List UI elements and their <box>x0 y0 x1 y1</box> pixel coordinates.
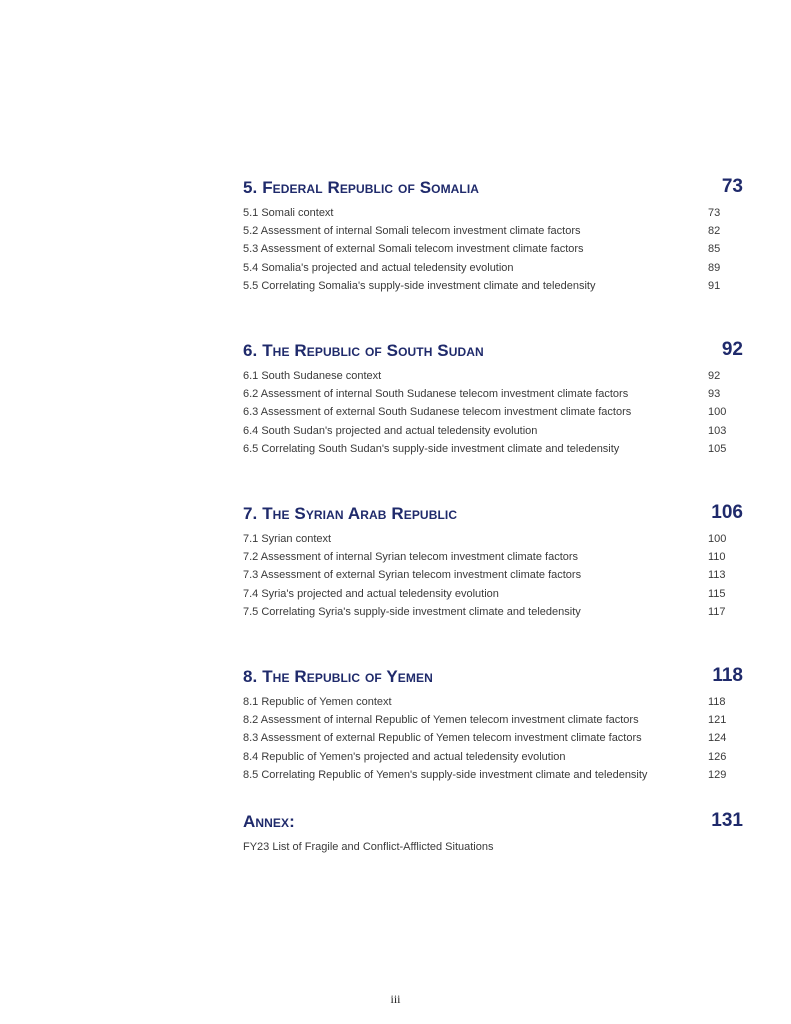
toc-entry-label: 6.2 Assessment of internal South Sudanese telecom investment climate factors <box>243 388 629 401</box>
toc-entry-label: 7.5 Correlating Syria's supply-side investment climate and teledensity <box>243 605 581 618</box>
section-title[interactable]: 8. The Republic of Yemen <box>243 667 433 686</box>
section-page-number: 92 <box>721 339 743 360</box>
section-title[interactable]: 7. The Syrian Arab Republic <box>243 504 458 523</box>
section-page-number: 73 <box>721 176 743 197</box>
toc-entry-page: 110 <box>708 551 726 564</box>
toc-entry-page: 124 <box>708 732 727 745</box>
toc-entry-label: 7.3 Assessment of external Syrian telecom investment climate factors <box>243 569 582 582</box>
toc-entry[interactable] <box>243 403 743 421</box>
section-heading-row <box>243 504 743 530</box>
toc-entry[interactable] <box>243 240 743 258</box>
toc-entry-label: 8.1 Republic of Yemen context <box>243 696 392 708</box>
section-heading-row <box>243 667 743 693</box>
toc-entry[interactable] <box>243 748 743 766</box>
toc-entry-label: 7.1 Syrian context <box>243 533 332 545</box>
toc-entry-label: 5.4 Somalia's projected and actual teledensity evolution <box>243 261 514 274</box>
toc-entry[interactable] <box>243 603 743 621</box>
annex-description: FY23 List of Fragile and Conflict-Afflicted Situations <box>243 841 494 853</box>
toc-section-yemen <box>243 667 743 784</box>
toc-entry-page: 121 <box>708 714 727 727</box>
toc-entry-page: 115 <box>708 587 726 600</box>
toc-entry-label: 7.2 Assessment of internal Syrian telecom investment climate factors <box>243 551 579 564</box>
toc-entry-label: 8.3 Assessment of external Republic of Yemen telecom investment climate factors <box>243 732 642 745</box>
annex-title[interactable]: Annex: <box>243 812 295 831</box>
toc-entry-page: 91 <box>708 279 721 292</box>
toc-entry-page: 118 <box>708 696 726 708</box>
toc-entry[interactable] <box>243 204 743 222</box>
toc-entry-label: 7.4 Syria's projected and actual teledensity evolution <box>243 587 499 600</box>
toc-entry[interactable] <box>243 729 743 747</box>
toc-entry-page: 117 <box>708 605 726 618</box>
toc-entry[interactable] <box>243 259 743 277</box>
section-heading-row <box>243 812 743 838</box>
toc-section-annex <box>243 812 743 856</box>
toc-entry-page: 73 <box>708 207 721 219</box>
toc-section-syria <box>243 504 743 621</box>
page-number: iii <box>390 992 401 1006</box>
toc-entry-page: 100 <box>708 406 727 419</box>
toc-entry-page: 82 <box>708 225 721 238</box>
toc-entry-page: 93 <box>708 388 721 401</box>
toc-section-somalia <box>243 178 743 295</box>
section-page-number: 118 <box>712 665 743 686</box>
toc-entry-label: 5.3 Assessment of external Somali telecom investment climate factors <box>243 243 584 256</box>
toc-entry[interactable] <box>243 711 743 729</box>
toc-entry-page: 103 <box>708 424 727 437</box>
toc-entry-page: 113 <box>708 569 726 582</box>
toc-entry-page: 100 <box>708 533 727 545</box>
section-heading-row <box>243 178 743 204</box>
toc-entry-label: 6.3 Assessment of external South Sudanese telecom investment climate factors <box>243 406 632 419</box>
toc-entry[interactable] <box>243 530 743 548</box>
toc-entry-page: 85 <box>708 243 721 256</box>
toc-entry-label: 6.5 Correlating South Sudan's supply-side investment climate and teledensity <box>243 442 620 455</box>
toc-entry-label: 5.1 Somali context <box>243 207 334 219</box>
toc-entry-page: 92 <box>708 370 721 382</box>
toc-entry[interactable] <box>243 548 743 566</box>
toc-entry[interactable] <box>243 222 743 240</box>
section-title[interactable]: 5. Federal Republic of Somalia <box>243 178 480 197</box>
toc-entry[interactable] <box>243 277 743 295</box>
toc-entry[interactable] <box>243 385 743 403</box>
toc-entry-page: 129 <box>708 768 727 781</box>
section-heading-row <box>243 341 743 367</box>
section-page-number: 106 <box>711 502 743 523</box>
toc-entry-page: 105 <box>708 442 727 455</box>
toc-entry[interactable] <box>243 693 743 711</box>
toc-entry[interactable] <box>243 566 743 584</box>
toc-entry[interactable] <box>243 585 743 603</box>
toc-entry[interactable] <box>243 422 743 440</box>
toc-entry-label: 5.2 Assessment of internal Somali telecom investment climate factors <box>243 225 581 238</box>
toc-section-south-sudan <box>243 341 743 458</box>
toc-entry-page: 89 <box>708 261 721 274</box>
toc-entry-label: 6.4 South Sudan's projected and actual teledensity evolution <box>243 424 538 437</box>
toc-entry[interactable] <box>243 838 743 856</box>
toc-entry-label: 6.1 South Sudanese context <box>243 370 382 382</box>
toc-entry[interactable] <box>243 440 743 458</box>
toc-entry-label: 8.5 Correlating Republic of Yemen's supply-side investment climate and teledensity <box>243 768 648 781</box>
section-title[interactable]: 6. The Republic of South Sudan <box>243 341 484 360</box>
annex-page-number: 131 <box>711 810 743 831</box>
toc-entry[interactable] <box>243 367 743 385</box>
toc-entry-label: 8.4 Republic of Yemen's projected and actual teledensity evolution <box>243 750 566 763</box>
toc-entry-page: 126 <box>708 750 727 763</box>
toc-entry-label: 5.5 Correlating Somalia's supply-side investment climate and teledensity <box>243 279 596 292</box>
toc-entry[interactable] <box>243 766 743 784</box>
toc-entry-label: 8.2 Assessment of internal Republic of Yemen telecom investment climate factors <box>243 714 639 727</box>
